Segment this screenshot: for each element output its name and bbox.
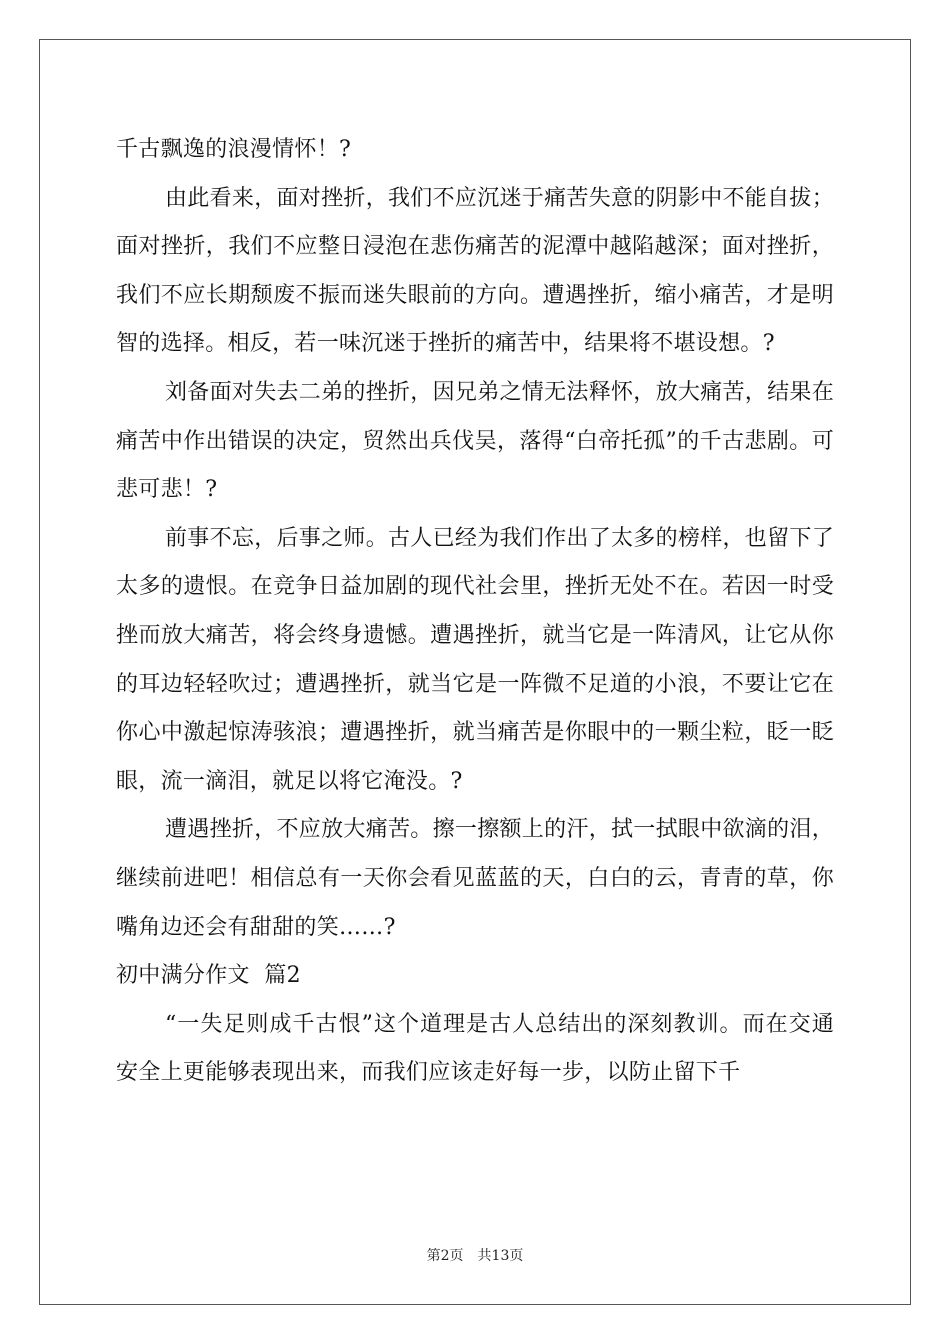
- paragraph: 遭遇挫折，不应放大痛苦。擦一擦额上的汗，拭一拭眼中欲滴的泪，继续前进吧！相信总有一天你会看见蓝蓝的天，白白的云，青青的草，你嘴角边还会有甜甜的笑……?: [116, 817, 835, 940]
- document-body: [116, 126, 834, 1098]
- page-footer: [0, 1245, 950, 1265]
- paragraph: “一失足则成千古恨”这个道理是古人总结出的深刻教训。而在交通安全上更能够表现出来，而我们应该走好每一步，以防止留下千: [116, 1011, 834, 1086]
- paragraph: 前事不忘，后事之师。古人已经为我们作出了太多的榜样，也留下了太多的遗恨。在竞争日益加剧的现代社会里，挫折无处不在。若因一时受挫而放大痛苦，将会终身遗憾。遭遇挫折，就当它是一阵清风，让它从你的耳边轻轻吹过；遭遇挫折，就当它是一阵微不足道的小浪，不要让它在你心中激起惊涛骇浪；遭遇挫折，就当痛苦是你眼中的一颗尘粒，眨一眨眼，流一滴泪，就足以将它淹没。?: [116, 525, 835, 794]
- section-heading: 初中满分作文 篇2: [116, 963, 301, 989]
- paragraph: 由此看来，面对挫折，我们不应沉迷于痛苦失意的阴影中不能自拔；面对挫折，我们不应整日浸泡在悲伤痛苦的泥潭中越陷越深；面对挫折，我们不应长期颓废不振而迷失眼前的方向。遭遇挫折，缩小痛苦，才是明智的选择。相反，若一味沉迷于挫折的痛苦中，结果将不堪设想。?: [116, 185, 835, 357]
- paragraph: 刘备面对失去二弟的挫折，因兄弟之情无法释怀，放大痛苦，结果在痛苦中作出错误的决定，贸然出兵伐吴，落得“白帝托孤”的千古悲剧。可悲可悲！?: [116, 379, 835, 503]
- page-total: 共13页: [477, 1248, 524, 1264]
- page-number: 第2页: [426, 1248, 464, 1264]
- paragraph: 千古飘逸的浪漫情怀！?: [116, 137, 352, 162]
